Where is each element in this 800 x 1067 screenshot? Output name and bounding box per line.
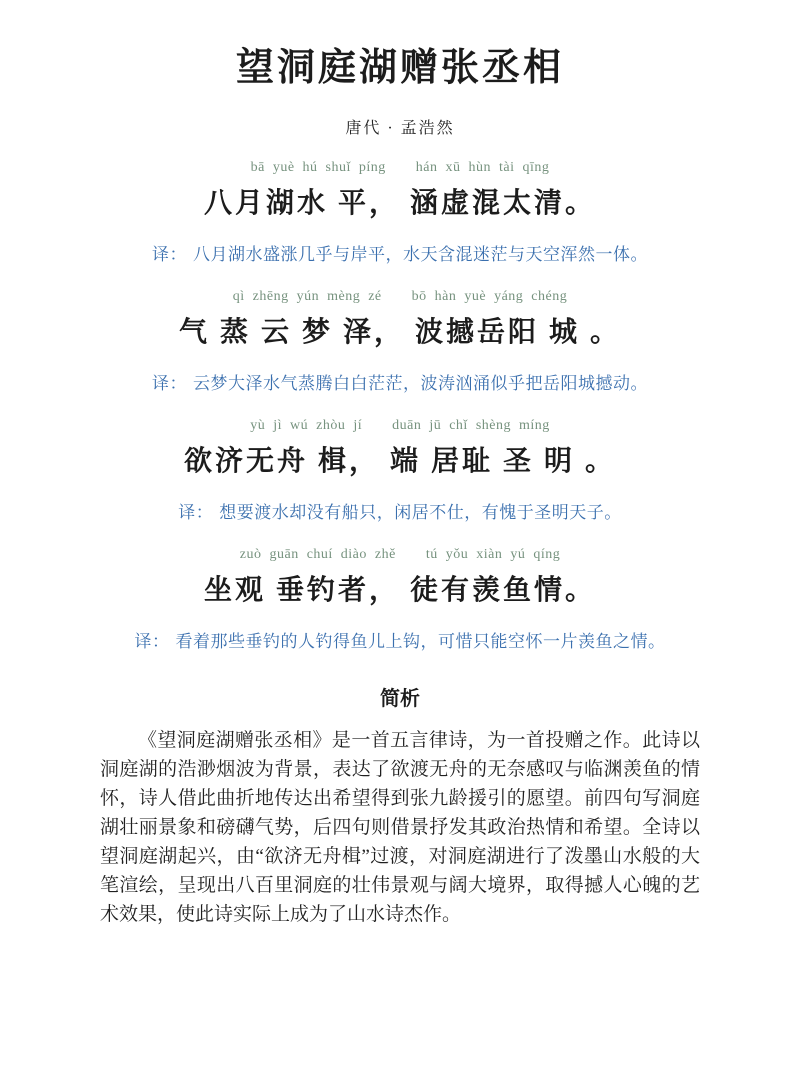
pinyin-right: duān jū chǐ shèng míng [392, 418, 550, 433]
translation-text: 云梦大泽水气蒸腾白白茫茫，波涛汹涌似乎把岳阳城撼动。 [192, 374, 648, 393]
analysis-section [100, 682, 700, 929]
analysis-heading: 简析 [380, 688, 420, 710]
verse-line: 欲济无舟 楫， 端 居耻 圣 明 。 [183, 446, 616, 477]
pinyin-left: yù jì wú zhòu jí [250, 418, 363, 433]
couplet-4 [100, 547, 700, 652]
translation-line [100, 369, 700, 394]
couplet-1 [100, 160, 700, 265]
pinyin-line [100, 289, 700, 305]
couplet-3 [100, 418, 700, 523]
poem-title: 望洞庭湖赠张丞相 [235, 47, 564, 89]
pinyin-line [100, 547, 700, 563]
translation-text: 想要渡水却没有船只，闲居不仕，有愧于圣明天子。 [219, 503, 622, 522]
pinyin-left: zuò guān chuí diào zhě [239, 547, 396, 562]
translation-text: 八月湖水盛涨几乎与岸平，水天含混迷茫与天空浑然一体。 [192, 245, 648, 264]
analysis-paragraph: 《望洞庭湖赠张丞相》是一首五言律诗，为一首投赠之作。此诗以洞庭湖的浩渺烟波为背景，表达了欲渡无舟的无奈感叹与临渊羡鱼的情怀，诗人借此曲折地传达出希望得到张九龄援引的愿望。前四句写洞庭湖壮丽景象和磅礴气势，后四句则借景抒发其政治热情和希望。全诗以望洞庭湖起兴，由“欲济无舟楫”过渡，对洞庭湖进行了泼墨山水般的大笔渲绘，呈现出八百里洞庭的壮伟景观与阔大境界，取得撼人心魄的艺术效果，使此诗实际上成为了山水诗杰作。 [100, 730, 700, 925]
translation-label: 译： [152, 245, 188, 264]
translation-line [100, 498, 700, 523]
translation-label: 译： [134, 632, 170, 651]
translation-line [100, 627, 700, 652]
pinyin-right: bō hàn yuè yáng chéng [411, 289, 568, 304]
couplet-2 [100, 289, 700, 394]
pinyin-right: hán xū hùn tài qīng [415, 160, 550, 175]
verse-line: 坐观 垂钓者， 徒有羡鱼情。 [203, 575, 596, 606]
verse-line: 气 蒸 云 梦 泽， 波撼岳阳 城 。 [178, 317, 621, 348]
verse-line: 八月湖水 平， 涵虚混太清。 [203, 188, 596, 219]
pinyin-line [100, 418, 700, 434]
pinyin-right: tú yǒu xiàn yú qíng [425, 547, 561, 562]
poem-byline: 唐代 · 孟浩然 [345, 120, 455, 137]
pinyin-left: qì zhēng yún mèng zé [232, 289, 382, 304]
translation-label: 译： [178, 503, 214, 522]
translation-line [100, 240, 700, 265]
pinyin-line [100, 160, 700, 176]
translation-text: 看着那些垂钓的人钓得鱼儿上钩，可惜只能空怀一片羡鱼之情。 [175, 632, 666, 651]
pinyin-left: bā yuè hú shuǐ píng [250, 160, 386, 175]
translation-label: 译： [152, 374, 188, 393]
